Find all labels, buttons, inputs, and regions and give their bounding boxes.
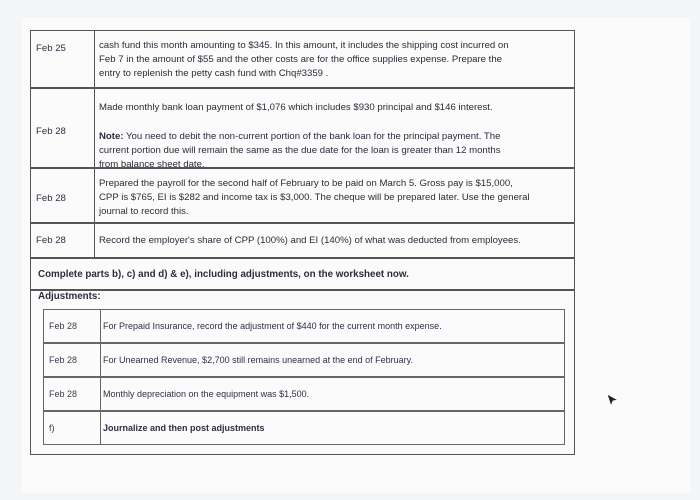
adjustments-label: Adjustments:	[38, 291, 101, 302]
journal-entry-feb25	[30, 30, 575, 88]
entry-line: cash fund this month amounting to $345. In this amount, it includes the shipping cost incurred on	[99, 40, 509, 51]
adjustment-text: Journalize and then post adjustments	[103, 423, 265, 433]
entry-line: journal to record this.	[99, 206, 189, 217]
assignment-sheet	[22, 18, 690, 493]
entry-line: You need to debit the non-current portion of the bank loan for the principal payment. The	[123, 131, 501, 142]
adjustment-row	[43, 343, 565, 377]
journal-entry-feb28-employer	[30, 223, 575, 258]
adjustment-row	[43, 411, 565, 445]
entry-line: entry to replenish the petty cash fund with Chq#3359 .	[99, 68, 329, 79]
adjustment-date: Feb 28	[49, 389, 78, 399]
entry-line: Prepared the payroll for the second half of February to be paid on March 5. Gross pay is $15,000,	[99, 178, 513, 189]
adjustment-row	[43, 309, 565, 343]
entry-line: Made monthly bank loan payment of $1,076 which includes $930 principal and $146 interest.	[99, 102, 493, 113]
note-label: Note:	[99, 131, 124, 142]
entry-date: Feb 28	[36, 193, 66, 204]
adjustment-text: For Prepaid Insurance, record the adjustment of $440 for the current month expense.	[103, 321, 442, 331]
entry-line: current portion due will remain the same as the due date for the loan is greater than 12 months	[99, 145, 501, 156]
journal-entry-feb28-payroll	[30, 168, 575, 223]
entry-date: Feb 28	[36, 235, 66, 246]
adjustment-text: For Unearned Revenue, $2,700 still remains unearned at the end of February.	[103, 355, 414, 365]
adjustment-text: Monthly depreciation on the equipment was $1,500.	[103, 389, 310, 399]
worksheet-instruction: Complete parts b), c) and d) & e), including adjustments, on the worksheet now.	[38, 269, 409, 280]
adjustment-part-label: f)	[49, 423, 55, 433]
mouse-pointer-icon	[606, 393, 620, 407]
entry-date: Feb 25	[36, 43, 66, 54]
instruction-row	[30, 258, 575, 290]
entry-line: Record the employer's share of CPP (100%) and EI (140%) of what was deducted from employees.	[99, 235, 521, 246]
adjustment-row	[43, 377, 565, 411]
entry-line: CPP is $765, EI is $282 and income tax is $3,000. The cheque will be prepared later. Use the general	[99, 192, 530, 203]
adjustments-block	[30, 290, 575, 455]
entry-line: from balance sheet date.	[99, 159, 205, 170]
entry-line: Feb 7 in the amount of $55 and the other costs are for the office supplies expense. Prepare the	[99, 54, 503, 65]
journal-entry-feb28-loan	[30, 88, 575, 168]
entry-date: Feb 28	[36, 126, 66, 137]
adjustment-date: Feb 28	[49, 355, 78, 365]
adjustment-date: Feb 28	[49, 321, 78, 331]
